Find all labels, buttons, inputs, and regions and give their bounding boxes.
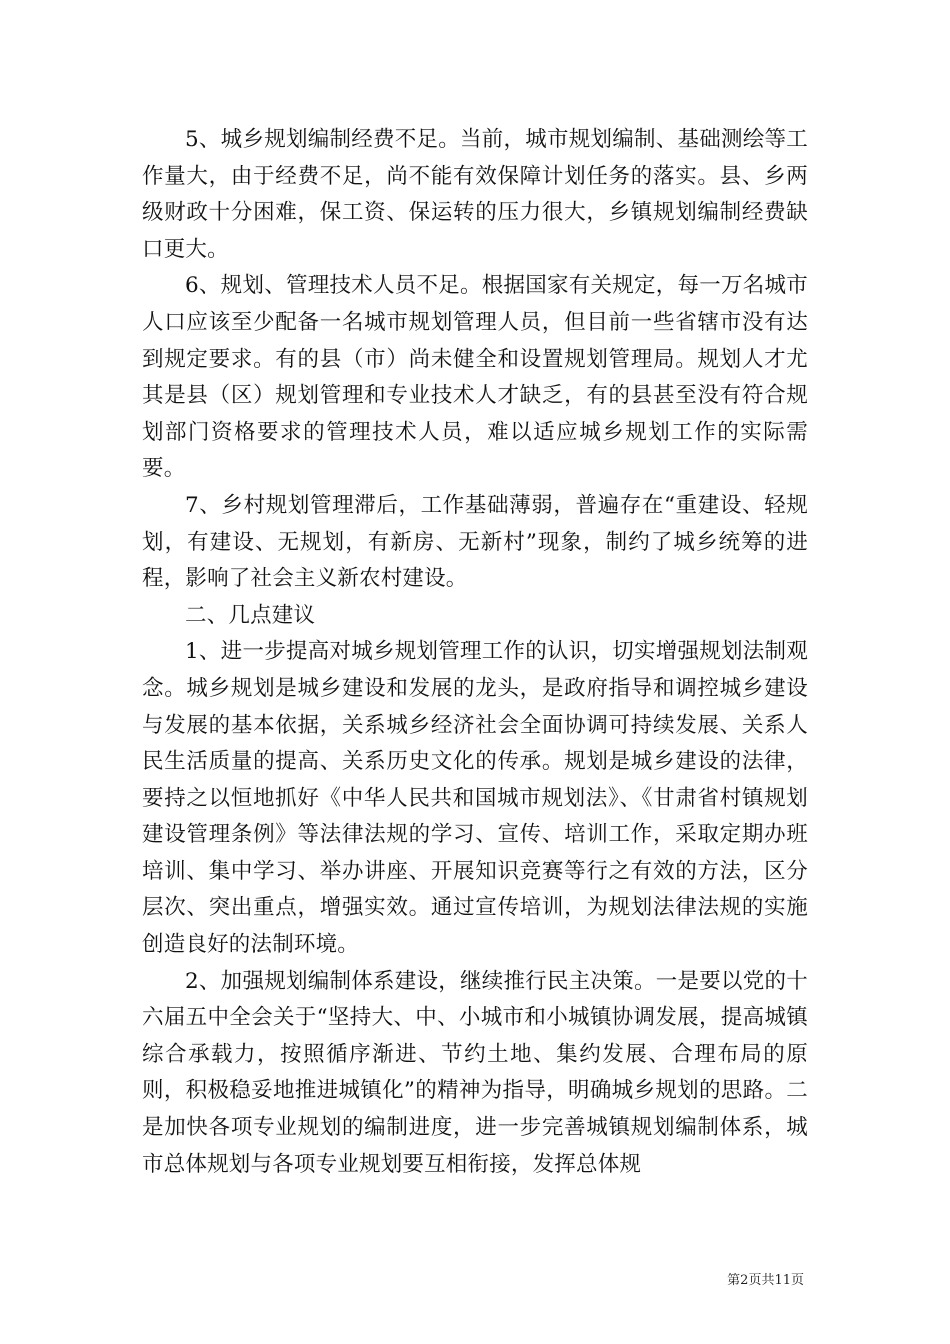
- paragraph-item-5-funding: 5、城乡规划编制经费不足。当前，城市规划编制、基础测绘等工作量大，由于经费不足，尚不能有效保障计划任务的落实。县、乡两级财政十分困难，保工资、保运转的压力很大，乡镇规划编制经费缺口更大。: [142, 127, 808, 262]
- paragraph-item-7-rural-planning: 7、乡村规划管理滞后，工作基础薄弱，普遍存在“重建设、轻规划，有建设、无规划，有新房、无新村”现象，制约了城乡统筹的进程，影响了社会主义新农村建设。: [142, 492, 808, 592]
- paragraph-suggestion-1: 1、进一步提高对城乡规划管理工作的认识，切实增强规划法制观念。城乡规划是城乡建设和发展的龙头，是政府指导和调控城乡建设与发展的基本依据，关系城乡经济社会全面协调可持续发展、关系人民生活质量的提高、关系历史文化的传承。规划是城乡建设的法律，要持之以恒地抓好《中华人民共和国城市规划法》、《甘肃省村镇规划建设管理条例》等法律法规的学习、宣传、培训工作，采取定期办班培训、集中学习、举办讲座、开展知识竞赛等行之有效的方法，区分层次、突出重点，增强实效。通过宣传培训，为规划法律法规的实施创造良好的法制环境。: [142, 639, 808, 958]
- section-heading-suggestions: 二、几点建议: [185, 602, 316, 628]
- paragraph-item-6-staffing: 6、规划、管理技术人员不足。根据国家有关规定，每一万名城市人口应该至少配备一名城市规划管理人员，但目前一些省辖市没有达到规定要求。有的县（市）尚未健全和设置规划管理局。规划人才尤其是县（区）规划管理和专业技术人才缺乏，有的县甚至没有符合规划部门资格要求的管理技术人员，难以适应城乡规划工作的实际需要。: [142, 273, 808, 482]
- document-body: [142, 122, 808, 1183]
- page-number-footer: 第2页共11页: [727, 1273, 804, 1288]
- paragraph-suggestion-2: 2、加强规划编制体系建设，继续推行民主决策。一是要以党的十六届五中全会关于“坚持大、中、小城市和小城镇协调发展，提高城镇综合承载力，按照循序渐进、节约土地、集约发展、合理布局的原则，积极稳妥地推进城镇化”的精神为指导，明确城乡规划的思路。二是加快各项专业规划的编制进度，进一步完善城镇规划编制体系，城市总体规划与各项专业规划要互相衔接，发挥总体规: [142, 968, 808, 1177]
